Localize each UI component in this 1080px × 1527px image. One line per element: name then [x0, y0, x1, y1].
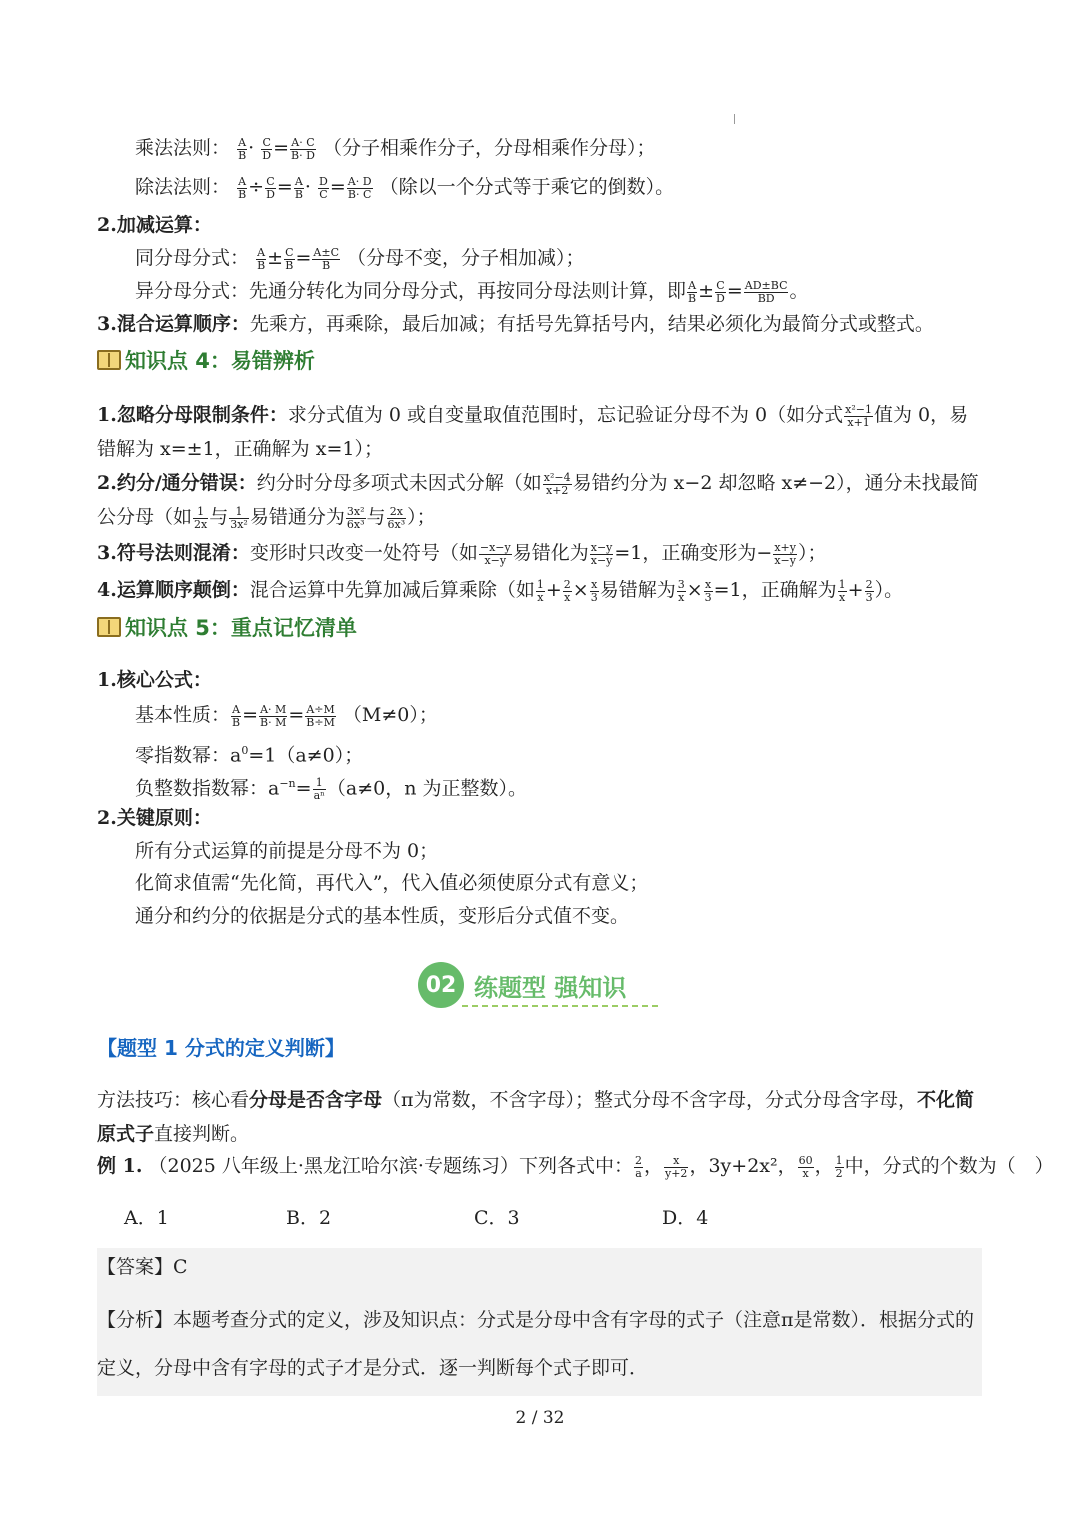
key-principle-1: 所有分式运算的前提是分母不为 0； [135, 840, 439, 862]
fraction: $\frac{x-y}{x-y}$ [590, 540, 613, 567]
same-denominator-rule: 同分母分式： $\frac{A}{B}$ ± $\frac{C}{B}$ = $\frac{A\pm C}{B}$ （分母不变，分子相加减）； [135, 245, 585, 272]
section-number-badge: 02 [418, 962, 464, 1008]
error-item-2: 2.约分/通分错误：约分时分母多项式未因式分解（如 $\frac{\text{x²−4}}{x+2}$ 易错约分为 x−2 却忽略 x≠−2），通分未找最简公分母（如 $\frac{1}{2x}$ 与 $\frac{1}{\text{3x²}}$ 易错通分为 $\frac{\text{3x²}}{\text{6x³}}$ 与 $\frac{2x}{\text{6x³}}$ ）； [97, 470, 979, 531]
negative-exponent: 负整数指数幂：$a^{-n}=$ $\frac{1}{\text{aⁿ}}$ （a≠0，n 为正整数）。 [135, 775, 528, 802]
page-number: 2 / 32 [515, 1408, 565, 1428]
error-item-4: 4.运算顺序颠倒：混合运算中先算加减后算乘除（如 $\frac{1}{x}$ + $\frac{2}{x}$ × $\frac{x}{3}$ 易错解为 $\frac{3}{x}$ × $\frac{x}{3}$ =1，正确解为 $\frac{1}{x}$ + $\frac{2}{3}$ ）。 [97, 577, 904, 604]
fraction: $\frac{A}{B}$ [238, 174, 247, 201]
fraction: $\frac{x}{y+2}$ [665, 1153, 688, 1180]
fraction: $\frac{2}{x}$ [563, 577, 571, 604]
fraction: $\frac{x}{3}$ [590, 577, 598, 604]
header-mark [734, 114, 735, 124]
fraction: $\frac{-x-y}{x-y}$ [479, 540, 511, 567]
example-1-question: 例 1. （2025 八年级上·黑龙江哈尔滨·专题练习）下列各式中： $\frac{2}{a}$ ， $\frac{x}{y+2}$ ，3y+2x²， $\frac{60}{x}$ ， $\frac{1}{2}$ 中，分式的个数为（ ） [97, 1153, 1054, 1180]
fraction: $\frac{A}{B}$ [257, 245, 266, 272]
analysis-text: 【分析】本题考查分式的定义，涉及知识点：分式是分母中含有字母的式子（注意π是常数）．根据分式的定义，分母中含有字母的式子才是分式．逐一判断每个式子即可． [97, 1309, 975, 1379]
fraction: $\frac{1}{2x}$ [194, 504, 208, 531]
fraction: $\frac{A\cdot M}{B\cdot M}$ [260, 702, 287, 729]
fraction: $\frac{\text{x²−4}}{x+2}$ [543, 470, 571, 497]
fraction: $\frac{A}{B}$ [294, 174, 303, 201]
method-tip: 方法技巧：核心看分母是否含字母（π为常数，不含字母）；整式分母不含字母，分式分母含字母，不化简原式子直接判断。 [97, 1089, 975, 1145]
division-rule: 除法法则： $\frac{A}{B}$ ÷ $\frac{C}{D}$ = $\frac{A}{B}$ · $\frac{D}{C}$ = $\frac{A\cdot D}{B\cdot C}$ （除以一个分式等于乘它的倒数）。 [135, 174, 675, 201]
fraction: $\frac{1}{\text{3x²}}$ [230, 504, 248, 531]
banner-underline [462, 1005, 658, 1007]
fraction: $\frac{C}{D}$ [266, 174, 275, 201]
knowledge-point-5-heading: 知识点 5：重点记忆清单 [97, 612, 357, 642]
fraction: $\frac{A\div M}{B\div M}$ [306, 702, 335, 729]
basic-property: 基本性质： $\frac{A}{B}$ = $\frac{A\cdot M}{B\cdot M}$ = $\frac{A\div M}{B\div M}$ （M≠0）； [135, 702, 438, 729]
fraction: $\frac{1}{2}$ [835, 1153, 843, 1180]
fraction: $\frac{A\cdot D}{B\cdot C}$ [347, 174, 372, 201]
fraction: $\frac{A}{B}$ [232, 702, 241, 729]
fraction: $\frac{2x}{\text{6x³}}$ [387, 504, 406, 531]
fraction: $\frac{2}{3}$ [865, 577, 873, 604]
option-a[interactable]: A．1 [124, 1207, 169, 1229]
fraction: $\frac{A}{B}$ [688, 278, 697, 305]
question-type-heading: 【题型 1 分式的定义判断】 [97, 1036, 345, 1060]
fraction: $\frac{x}{3}$ [704, 577, 712, 604]
fraction: $\frac{2}{a}$ [634, 1153, 642, 1180]
fraction: $\frac{A\pm C}{B}$ [313, 245, 339, 272]
section-banner [418, 962, 626, 1008]
fraction: $\frac{AD\pm BC}{BD}$ [744, 278, 788, 305]
error-item-1: 1.忽略分母限制条件：求分式值为 0 或自变量取值范围时，忘记验证分母不为 0（如分式 $\frac{\text{x²−1}}{x+1}$ 值为 0，易错解为 x=±1，正确解为 x=1）； [97, 402, 969, 460]
option-c[interactable]: C．3 [474, 1207, 520, 1229]
fraction: $\frac{\text{x²−1}}{x+1}$ [845, 402, 872, 429]
option-d[interactable]: D．4 [662, 1207, 709, 1229]
multiplication-rule: 乘法法则： $\frac{A}{B}$ · $\frac{C}{D}$ = $\frac{A\cdot C}{B\cdot D}$ （分子相乘作分子，分母相乘作分母）； [135, 135, 656, 162]
core-formula-title: 1.核心公式： [97, 669, 212, 691]
fraction: $\frac{1}{\text{aⁿ}}$ [313, 775, 325, 802]
fraction: $\frac{1}{x}$ [838, 577, 846, 604]
fraction: $\frac{A\cdot C}{B\cdot D}$ [291, 135, 315, 162]
key-principle-3: 通分和约分的依据是分式的基本性质，变形后分式值不变。 [135, 905, 630, 927]
key-principle-title: 2.关键原则： [97, 807, 212, 829]
mixed-order: 3.混合运算顺序：先乘方，再乘除，最后加减；有括号先算括号内，结果必须化为最简分式或整式。 [97, 313, 934, 335]
key-principle-2: 化简求值需“先化简，再代入”，代入值必须使原分式有意义； [135, 872, 649, 894]
error-item-3: 3.符号法则混淆：变形时只改变一处符号（如 $\frac{-x-y}{x-y}$ 易错化为 $\frac{x-y}{x-y}$ =1，正确变形为− $\frac{x+y}{x-y}$ ）； [97, 540, 827, 567]
zero-exponent: 零指数幂：$a^0=1(a\ne 0)$； [135, 744, 364, 767]
fraction: $\frac{3}{x}$ [677, 577, 685, 604]
section-banner-title: 练题型 强知识 [474, 973, 627, 1002]
fraction: $\frac{\text{3x²}}{\text{6x³}}$ [346, 504, 365, 531]
fraction: $\frac{D}{C}$ [319, 174, 328, 201]
fraction: $\frac{1}{x}$ [536, 577, 544, 604]
fraction: $\frac{C}{D}$ [716, 278, 725, 305]
fraction: $\frac{60}{x}$ [798, 1153, 813, 1180]
fraction: $\frac{C}{B}$ [285, 245, 294, 272]
fraction: $\frac{C}{D}$ [262, 135, 272, 162]
knowledge-point-4-heading: 知识点 4：易错辨析 [97, 345, 315, 375]
fraction: $\frac{x+y}{x-y}$ [774, 540, 796, 567]
answer-line: 【答案】C [97, 1256, 188, 1278]
answer-options [124, 1203, 764, 1233]
book-icon [97, 350, 121, 370]
different-denominator-rule: 异分母分式：先通分转化为同分母分式，再按同分母法则计算，即 $\frac{A}{B}$ ± $\frac{C}{D}$ = $\frac{AD\pm BC}{BD}$ 。 [135, 278, 809, 305]
book-icon [97, 617, 121, 637]
fraction: $\frac{A}{B}$ [238, 135, 247, 162]
addsub-title: 2.加减运算： [97, 214, 212, 236]
option-b[interactable]: B．2 [286, 1207, 332, 1229]
